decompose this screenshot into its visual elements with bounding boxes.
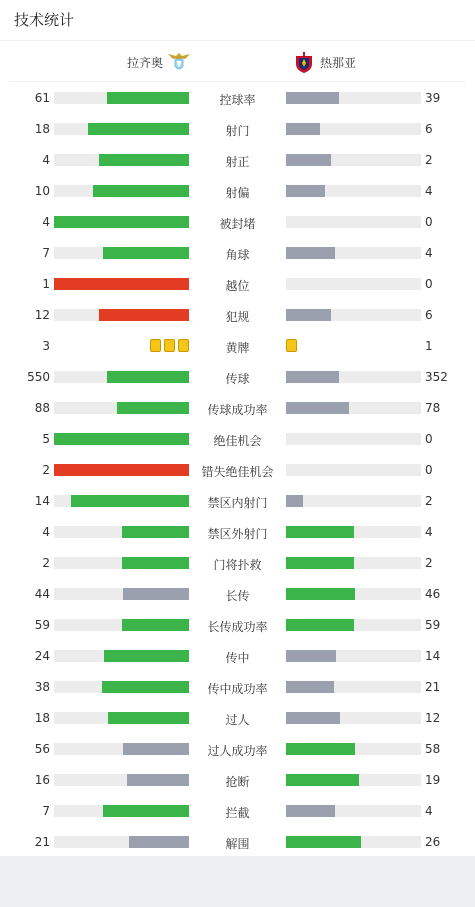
home-stat-value: 2: [42, 463, 50, 477]
home-stat-bar: [54, 278, 189, 290]
home-stat-bar-fill: [107, 371, 189, 383]
home-stat-bar-fill: [71, 495, 189, 507]
away-stat-bar: [286, 588, 421, 600]
home-stat-bar: [54, 712, 189, 724]
yellow-card-icon: [286, 339, 297, 352]
home-stat-bar: [54, 743, 189, 755]
home-stat-value: 24: [34, 649, 50, 663]
stat-row: [0, 671, 475, 702]
away-stat-bar: [286, 154, 421, 166]
away-stat-value: 4: [425, 246, 433, 260]
away-stat-bar: [286, 712, 421, 724]
home-stat-bar-fill: [129, 836, 189, 848]
away-stat-value: 6: [425, 122, 433, 136]
home-stat-value: 59: [34, 618, 50, 632]
away-stat-bar-fill: [286, 123, 320, 135]
home-stat-value: 1: [42, 277, 50, 291]
away-stat-bar: [286, 185, 421, 197]
home-stat-bar: [54, 154, 189, 166]
home-stat-value: 7: [42, 804, 50, 818]
away-team[interactable]: [292, 50, 356, 74]
away-stat-bar-fill: [286, 557, 354, 569]
home-stat-bar: [54, 247, 189, 259]
stat-label: 长传: [225, 589, 250, 603]
yellow-card-icon: [150, 339, 161, 352]
stat-row: [0, 578, 475, 609]
away-stat-bar-fill: [286, 309, 331, 321]
stat-row: [0, 454, 475, 485]
home-stat-bar-fill: [104, 650, 189, 662]
away-stat-bar-fill: [286, 836, 361, 848]
stat-label: 被封堵: [219, 217, 256, 231]
home-stat-value: 44: [34, 587, 50, 601]
home-stat-bar-fill: [102, 681, 189, 693]
stat-row: [0, 764, 475, 795]
home-stat-bar: [54, 495, 189, 507]
away-stat-value: 2: [425, 494, 433, 508]
stat-row: [0, 175, 475, 206]
away-stat-value: 6: [425, 308, 433, 322]
home-stat-bar-fill: [108, 712, 189, 724]
home-stat-value: 14: [34, 494, 50, 508]
away-stat-bar-fill: [286, 805, 335, 817]
home-stat-bar-fill: [54, 433, 189, 445]
home-stat-bar: [54, 650, 189, 662]
home-stat-bar: [54, 371, 189, 383]
stat-row: [0, 206, 475, 237]
home-stat-bar: [54, 185, 189, 197]
home-stat-value: 56: [34, 742, 50, 756]
home-stat-value: 10: [34, 184, 50, 198]
away-stat-bar-fill: [286, 495, 303, 507]
away-stat-bar: [286, 774, 421, 786]
stat-label: 长传成功率: [207, 620, 268, 634]
stat-row: [0, 640, 475, 671]
home-stat-bar-fill: [54, 278, 189, 290]
home-stat-bar: [54, 805, 189, 817]
home-stat-value: 4: [42, 215, 50, 229]
away-stat-bar: [286, 216, 421, 228]
away-stat-value: 21: [425, 680, 441, 694]
stat-row: [0, 392, 475, 423]
stat-label: 拦截: [225, 806, 250, 820]
home-stat-bar-fill: [122, 557, 190, 569]
away-stat-bar-fill: [286, 619, 354, 631]
away-stat-bar-fill: [286, 371, 339, 383]
yellow-card-icon: [178, 339, 189, 352]
stat-row: [0, 144, 475, 175]
stat-label: 传中成功率: [207, 682, 268, 696]
away-stat-value: 4: [425, 525, 433, 539]
away-stat-bar: [286, 650, 421, 662]
stat-label: 绝佳机会: [213, 434, 262, 448]
home-stat-value: 550: [27, 370, 50, 384]
home-team-name: 拉齐奥: [126, 55, 163, 70]
away-stat-bar-fill: [286, 92, 339, 104]
away-stat-value: 12: [425, 711, 441, 725]
away-stat-bar: [286, 805, 421, 817]
home-stat-bar-fill: [122, 526, 190, 538]
away-stat-bar: [286, 836, 421, 848]
stat-label: 过人成功率: [207, 744, 268, 758]
stat-row: [0, 733, 475, 764]
home-stat-bar: [54, 123, 189, 135]
home-stat-bar-fill: [103, 247, 189, 259]
home-stat-bar-fill: [107, 92, 189, 104]
away-stat-bar-fill: [286, 402, 349, 414]
away-stat-bar: [286, 247, 421, 259]
home-stat-value: 18: [34, 711, 50, 725]
stat-row: [0, 702, 475, 733]
home-stat-bar: [54, 836, 189, 848]
stat-label: 过人: [225, 713, 250, 727]
away-stat-value: 26: [425, 835, 441, 849]
stat-row: [0, 237, 475, 268]
home-stat-bar: [54, 774, 189, 786]
away-yellow-cards: [286, 339, 297, 352]
stat-row: [0, 82, 475, 113]
away-stat-bar-fill: [286, 650, 336, 662]
stat-label: 错失绝佳机会: [201, 465, 274, 479]
home-stat-bar-fill: [123, 588, 189, 600]
home-stat-bar-fill: [88, 123, 189, 135]
away-stat-bar: [286, 557, 421, 569]
home-stat-value: 4: [42, 153, 50, 167]
stat-label: 射偏: [225, 186, 250, 200]
away-stat-bar: [286, 371, 421, 383]
stat-label: 传中: [225, 651, 250, 665]
away-stat-bar: [286, 619, 421, 631]
home-stat-value: 3: [42, 339, 50, 353]
away-stat-value: 2: [425, 556, 433, 570]
away-stat-value: 0: [425, 463, 433, 477]
home-stat-value: 16: [34, 773, 50, 787]
home-stat-bar: [54, 402, 189, 414]
away-stat-value: 59: [425, 618, 441, 632]
home-stat-bar-fill: [127, 774, 189, 786]
teams-header: [9, 41, 466, 82]
stat-row: [0, 268, 475, 299]
away-stat-value: 4: [425, 184, 433, 198]
stat-label: 犯规: [225, 310, 250, 324]
lazio-logo-icon: [167, 50, 191, 74]
home-stat-bar-fill: [103, 805, 189, 817]
away-stat-bar: [286, 495, 421, 507]
away-stat-bar: [286, 92, 421, 104]
home-stat-value: 88: [34, 401, 50, 415]
stat-row: [0, 826, 475, 857]
stat-row: [0, 299, 475, 330]
section-title: 技术统计: [0, 0, 475, 41]
away-stat-bar: [286, 526, 421, 538]
home-stat-bar: [54, 526, 189, 538]
away-stat-bar-fill: [286, 774, 359, 786]
home-stat-value: 4: [42, 525, 50, 539]
stats-list: [0, 82, 475, 857]
stat-label: 解围: [225, 837, 250, 851]
stat-label: 传球成功率: [207, 403, 268, 417]
away-stat-value: 19: [425, 773, 441, 787]
away-stat-bar: [286, 123, 421, 135]
home-stat-value: 5: [42, 432, 50, 446]
away-stat-value: 0: [425, 277, 433, 291]
home-stat-bar-fill: [54, 216, 189, 228]
away-stat-bar: [286, 464, 421, 476]
away-stat-bar-fill: [286, 526, 354, 538]
away-stat-bar: [286, 433, 421, 445]
away-stat-bar-fill: [286, 588, 355, 600]
home-stat-value: 21: [34, 835, 50, 849]
away-stat-bar: [286, 743, 421, 755]
away-stat-bar: [286, 681, 421, 693]
away-stat-bar-fill: [286, 154, 331, 166]
home-stat-bar-fill: [123, 743, 189, 755]
home-stat-bar: [54, 433, 189, 445]
stat-row: [0, 609, 475, 640]
stat-row: [0, 795, 475, 826]
home-stat-bar-fill: [54, 464, 189, 476]
home-stat-bar: [54, 681, 189, 693]
stat-row: [0, 485, 475, 516]
away-stat-value: 39: [425, 91, 441, 105]
stat-label: 角球: [225, 248, 250, 262]
home-stat-value: 18: [34, 122, 50, 136]
home-stat-value: 12: [34, 308, 50, 322]
stat-label: 抢断: [225, 775, 250, 789]
stat-row: [0, 516, 475, 547]
home-stat-bar: [54, 309, 189, 321]
away-stat-value: 78: [425, 401, 441, 415]
away-stat-bar-fill: [286, 712, 340, 724]
away-stat-bar-fill: [286, 681, 334, 693]
genoa-logo-icon: [292, 50, 316, 74]
stat-label: 射正: [225, 155, 250, 169]
away-stat-bar: [286, 278, 421, 290]
stat-label: 禁区内射门: [207, 496, 268, 510]
away-stat-bar: [286, 309, 421, 321]
home-stat-bar-fill: [117, 402, 189, 414]
home-stat-value: 2: [42, 556, 50, 570]
home-stat-bar: [54, 619, 189, 631]
home-stat-value: 61: [34, 91, 50, 105]
away-stat-value: 1: [425, 339, 433, 353]
stat-row: [0, 423, 475, 454]
stat-row: [0, 330, 475, 361]
home-stat-bar-fill: [122, 619, 190, 631]
home-stat-value: 7: [42, 246, 50, 260]
away-stat-value: 14: [425, 649, 441, 663]
away-stat-bar-fill: [286, 185, 325, 197]
stat-label: 禁区外射门: [207, 527, 268, 541]
home-stat-bar: [54, 92, 189, 104]
away-stat-value: 352: [425, 370, 448, 384]
stat-row: [0, 361, 475, 392]
stat-row: [0, 547, 475, 578]
home-stat-bar-fill: [93, 185, 189, 197]
home-team[interactable]: [127, 50, 191, 74]
home-stat-bar: [54, 464, 189, 476]
stat-label: 门将扑救: [213, 558, 262, 572]
away-stat-bar: [286, 402, 421, 414]
home-stat-bar: [54, 588, 189, 600]
away-stat-value: 0: [425, 215, 433, 229]
home-stat-bar-fill: [99, 309, 189, 321]
yellow-card-icon: [164, 339, 175, 352]
away-stat-value: 0: [425, 432, 433, 446]
home-stat-value: 38: [34, 680, 50, 694]
home-yellow-cards: [150, 339, 189, 352]
away-stat-value: 2: [425, 153, 433, 167]
stat-label: 射门: [225, 124, 250, 138]
home-stat-bar-fill: [99, 154, 189, 166]
stat-label: 传球: [225, 372, 250, 386]
home-stat-bar: [54, 557, 189, 569]
away-stat-value: 4: [425, 804, 433, 818]
away-stat-bar-fill: [286, 743, 355, 755]
home-stat-bar: [54, 216, 189, 228]
away-team-name: 热那亚: [320, 55, 357, 70]
away-stat-value: 46: [425, 587, 441, 601]
stat-label: 控球率: [219, 93, 256, 107]
stat-label: 越位: [225, 279, 250, 293]
away-stat-bar-fill: [286, 247, 335, 259]
away-stat-value: 58: [425, 742, 441, 756]
stat-label: 黄牌: [225, 341, 250, 355]
stat-row: [0, 113, 475, 144]
